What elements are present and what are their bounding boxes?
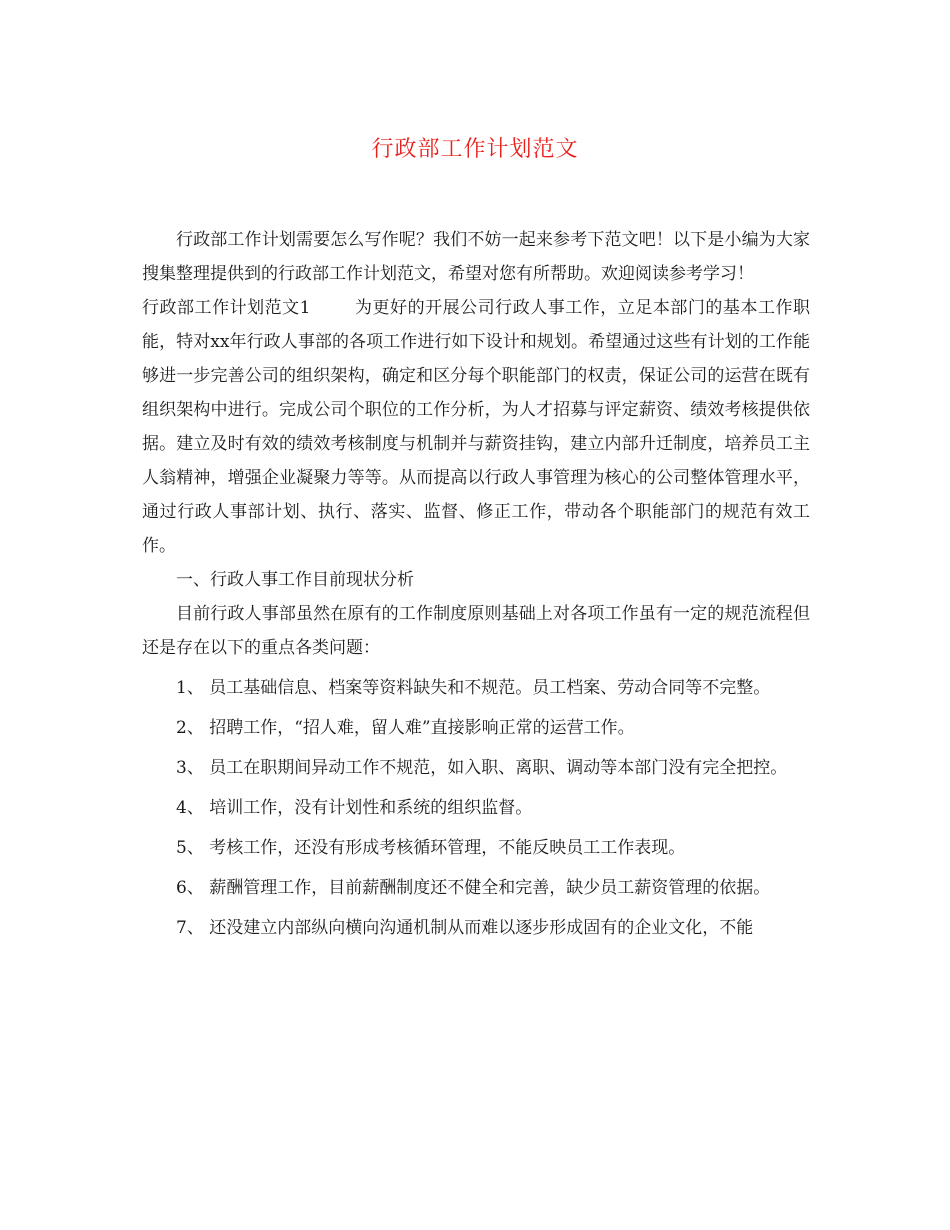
issue-item-1: 1、 员工基础信息、档案等资料缺失和不规范。员工档案、劳动合同等不完整。 — [176, 678, 771, 698]
issue-item-4: 4、 培训工作，没有计划性和系统的组织监督。 — [176, 798, 533, 818]
issue-item-7: 7、 还没建立内部纵向横向沟通机制从而难以逐步形成固有的企业文化，不能 — [176, 918, 754, 938]
issue-item-3: 3、 员工在职期间异动工作不规范，如入职、离职、调动等本部门没有完全把控。 — [176, 758, 788, 778]
issue-item-5: 5、 考核工作，还没有形成考核循环管理，不能反映员工工作表现。 — [176, 838, 686, 858]
section-text: 为更好的开展公司行政人事工作，立足本部门的基本工作职能，特对xx年行政人事部的各项工作进行如下设计和规划。希望通过这些有计划的工作能够进一步完善公司的组织架构，确定和区分每个职能部门的权责，保证公司的运营在既有组织架构中进行。完成公司个职位的工作分析，为人才招募与评定薪资、绩效考核提供依据。建立及时有效的绩效考核制度与机制并与薪资挂钩，建立内部升迁制度，培养员工主人翁精神，增强企业凝聚力等等。从而提高以行政人事管理为核心的公司整体管理水平，通过行政人事部计划、执行、落实、监督、修正工作，带动各个职能部门的规范有效工作。 — [142, 298, 810, 556]
issue-item-6: 6、 薪酬管理工作，目前薪酬制度还不健全和完善，缺少员工薪资管理的依据。 — [176, 878, 771, 898]
heading-status-analysis: 一、行政人事工作目前现状分析 — [176, 570, 414, 590]
document-title: 行政部工作计划范文 — [371, 137, 579, 162]
issue-item-2: 2、 招聘工作，“招人难，留人难”直接影响正常的运营工作。 — [176, 718, 635, 738]
intro-paragraph: 行政部工作计划需要怎么写作呢？我们不妨一起来参考下范文吧！以下是小编为大家搜集整理提供到的行政部工作计划范文，希望对您有所帮助。欢迎阅读参考学习！ — [142, 230, 810, 284]
section-paragraph — [142, 291, 810, 563]
document-body — [142, 223, 810, 945]
status-paragraph: 目前行政人事部虽然在原有的工作制度原则基础上对各项工作虽有一定的规范流程但还是存在以下的重点各类问题： — [142, 604, 810, 658]
section-label: 行政部工作计划范文1 — [142, 298, 311, 318]
